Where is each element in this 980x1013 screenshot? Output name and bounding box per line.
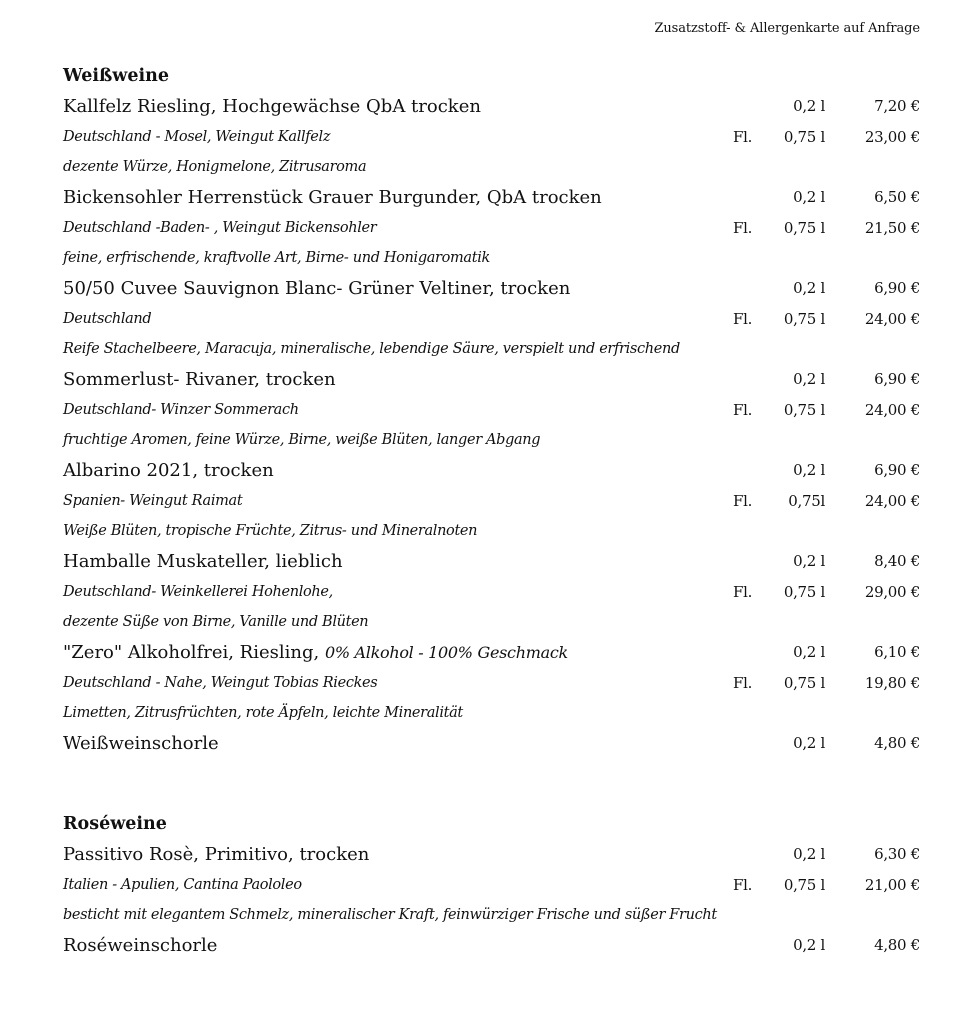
bottle-price: 21,00 € [864, 876, 920, 894]
wine-description: feine, erfrischende, kraftvolle Art, Birne- und Honigaromatik [63, 250, 490, 266]
spritzer-price: 4,80 € [874, 936, 920, 954]
bottle-volume: 0,75 l [783, 876, 825, 894]
bottle-price: 21,50 € [864, 219, 920, 237]
bottle-unit: Fl. [733, 401, 753, 419]
bottle-unit: Fl. [733, 219, 753, 237]
bottle-unit: Fl. [733, 876, 753, 894]
bottle-volume: 0,75 l [783, 310, 825, 328]
wine-name [63, 273, 570, 304]
wine-description: dezente Würze, Honigmelone, Zitrusaroma [63, 159, 367, 175]
wine-name-text: Albarino 2021, trocken [63, 460, 274, 481]
bottle-volume: 0,75 l [783, 401, 825, 419]
wine-name-row [63, 546, 920, 577]
wine-name-row [63, 182, 920, 213]
wine-description: dezente Süße von Birne, Vanille und Blüten [63, 614, 369, 630]
wine-origin: Spanien- Weingut Raimat [63, 493, 243, 509]
wine-name-row [63, 91, 920, 122]
bottle-unit: Fl. [733, 310, 753, 328]
wine-origin: Deutschland- Weinkellerei Hohenlohe, [63, 584, 333, 600]
wine-name [63, 455, 274, 486]
wine-origin-row [63, 577, 920, 607]
section-title: Weißweine [63, 66, 170, 86]
wine-name-row [63, 839, 920, 870]
wine-name [63, 546, 343, 577]
bottle-price: 29,00 € [864, 583, 920, 601]
spritzer-row [63, 930, 920, 961]
bottle-price: 24,00 € [864, 401, 920, 419]
wine-name [63, 91, 481, 122]
wine-description: fruchtige Aromen, feine Würze, Birne, weiße Blüten, langer Abgang [63, 432, 541, 448]
wine-origin: Deutschland- Winzer Sommerach [63, 402, 299, 418]
glass-price: 6,90 € [874, 461, 920, 479]
wine-name-text: "Zero" Alkoholfrei, Riesling, [63, 642, 325, 663]
glass-price: 6,90 € [874, 279, 920, 297]
wine-description-row [63, 243, 920, 273]
glass-volume: 0,2 l [793, 370, 825, 388]
wine-description-row [63, 152, 920, 182]
wine-name-text: Kallfelz Riesling, Hochgewächse QbA trocken [63, 96, 481, 117]
wine-description-row [63, 334, 920, 364]
glass-volume: 0,2 l [793, 461, 825, 479]
wine-name [63, 839, 369, 870]
glass-price: 7,20 € [874, 97, 920, 115]
bottle-unit: Fl. [733, 128, 753, 146]
bottle-price: 19,80 € [864, 674, 920, 692]
wine-origin-row [63, 486, 920, 516]
spritzer-volume: 0,2 l [793, 734, 825, 752]
wine-name-text: Sommerlust- Rivaner, trocken [63, 369, 336, 390]
glass-volume: 0,2 l [793, 97, 825, 115]
wine-description: Weiße Blüten, tropische Früchte, Zitrus- und Mineralnoten [63, 523, 478, 539]
glass-volume: 0,2 l [793, 845, 825, 863]
allergen-notice: Zusatzstoff- & Allergenkarte auf Anfrage [654, 21, 920, 36]
glass-volume: 0,2 l [793, 279, 825, 297]
bottle-price: 24,00 € [864, 492, 920, 510]
bottle-volume: 0,75l [788, 492, 825, 510]
wine-description: Reife Stachelbeere, Maracuja, mineralische, lebendige Säure, verspielt und erfrischend [63, 341, 680, 357]
wine-origin: Deutschland -Baden- , Weingut Bickensohler [63, 220, 377, 236]
wine-description-row [63, 607, 920, 637]
spritzer-volume: 0,2 l [793, 936, 825, 954]
wine-name-row [63, 364, 920, 395]
wine-origin-row [63, 213, 920, 243]
wine-name-row [63, 455, 920, 486]
glass-price: 6,50 € [874, 188, 920, 206]
wine-description-row [63, 425, 920, 455]
bottle-unit: Fl. [733, 674, 753, 692]
wine-description: Limetten, Zitrusfrüchten, rote Äpfeln, leichte Mineralität [63, 705, 463, 721]
section-white-wines [63, 61, 920, 759]
wine-origin-row [63, 122, 920, 152]
glass-volume: 0,2 l [793, 188, 825, 206]
spritzer-row [63, 728, 920, 759]
wine-origin-row [63, 395, 920, 425]
glass-volume: 0,2 l [793, 552, 825, 570]
wine-name-text: Bickensohler Herrenstück Grauer Burgunder, QbA trocken [63, 187, 602, 208]
glass-price: 6,30 € [874, 845, 920, 863]
wine-name-row [63, 273, 920, 304]
wine-name-row [63, 637, 920, 668]
bottle-volume: 0,75 l [783, 128, 825, 146]
wine-origin-row [63, 668, 920, 698]
bottle-volume: 0,75 l [783, 583, 825, 601]
wine-origin: Deutschland - Mosel, Weingut Kallfelz [63, 129, 331, 145]
wine-origin: Deutschland - Nahe, Weingut Tobias Rieckes [63, 675, 378, 691]
wine-name [63, 364, 336, 395]
wine-name [63, 182, 602, 213]
wine-name-tagline: 0% Alkohol - 100% Geschmack [324, 643, 568, 662]
wine-name-text: Passitivo Rosè, Primitivo, trocken [63, 844, 370, 865]
bottle-unit: Fl. [733, 583, 753, 601]
wine-origin: Italien - Apulien, Cantina Paololeo [63, 877, 302, 893]
bottle-price: 24,00 € [864, 310, 920, 328]
wine-description-row [63, 516, 920, 546]
bottle-unit: Fl. [733, 492, 753, 510]
glass-price: 8,40 € [874, 552, 920, 570]
wine-description: besticht mit elegantem Schmelz, mineralischer Kraft, feinwürziger Frische und süßer Frucht [63, 907, 717, 923]
glass-volume: 0,2 l [793, 643, 825, 661]
wine-name-text: 50/50 Cuvee Sauvignon Blanc- Grüner Veltiner, trocken [63, 278, 571, 299]
spritzer-name: Roséweinschorle [63, 935, 218, 956]
section-rose-wines [63, 809, 920, 961]
spritzer-price: 4,80 € [874, 734, 920, 752]
wine-origin-row [63, 870, 920, 900]
spritzer-name: Weißweinschorle [63, 733, 219, 754]
wine-origin-row [63, 304, 920, 334]
glass-price: 6,90 € [874, 370, 920, 388]
wine-description-row [63, 698, 920, 728]
bottle-volume: 0,75 l [783, 219, 825, 237]
glass-price: 6,10 € [874, 643, 920, 661]
section-title: Roséweine [63, 814, 167, 834]
wine-name-text: Hamballe Muskateller, lieblich [63, 551, 343, 572]
bottle-volume: 0,75 l [783, 674, 825, 692]
wine-origin: Deutschland [63, 311, 152, 327]
wine-name [63, 637, 568, 668]
wine-description-row [63, 900, 920, 930]
bottle-price: 23,00 € [864, 128, 920, 146]
